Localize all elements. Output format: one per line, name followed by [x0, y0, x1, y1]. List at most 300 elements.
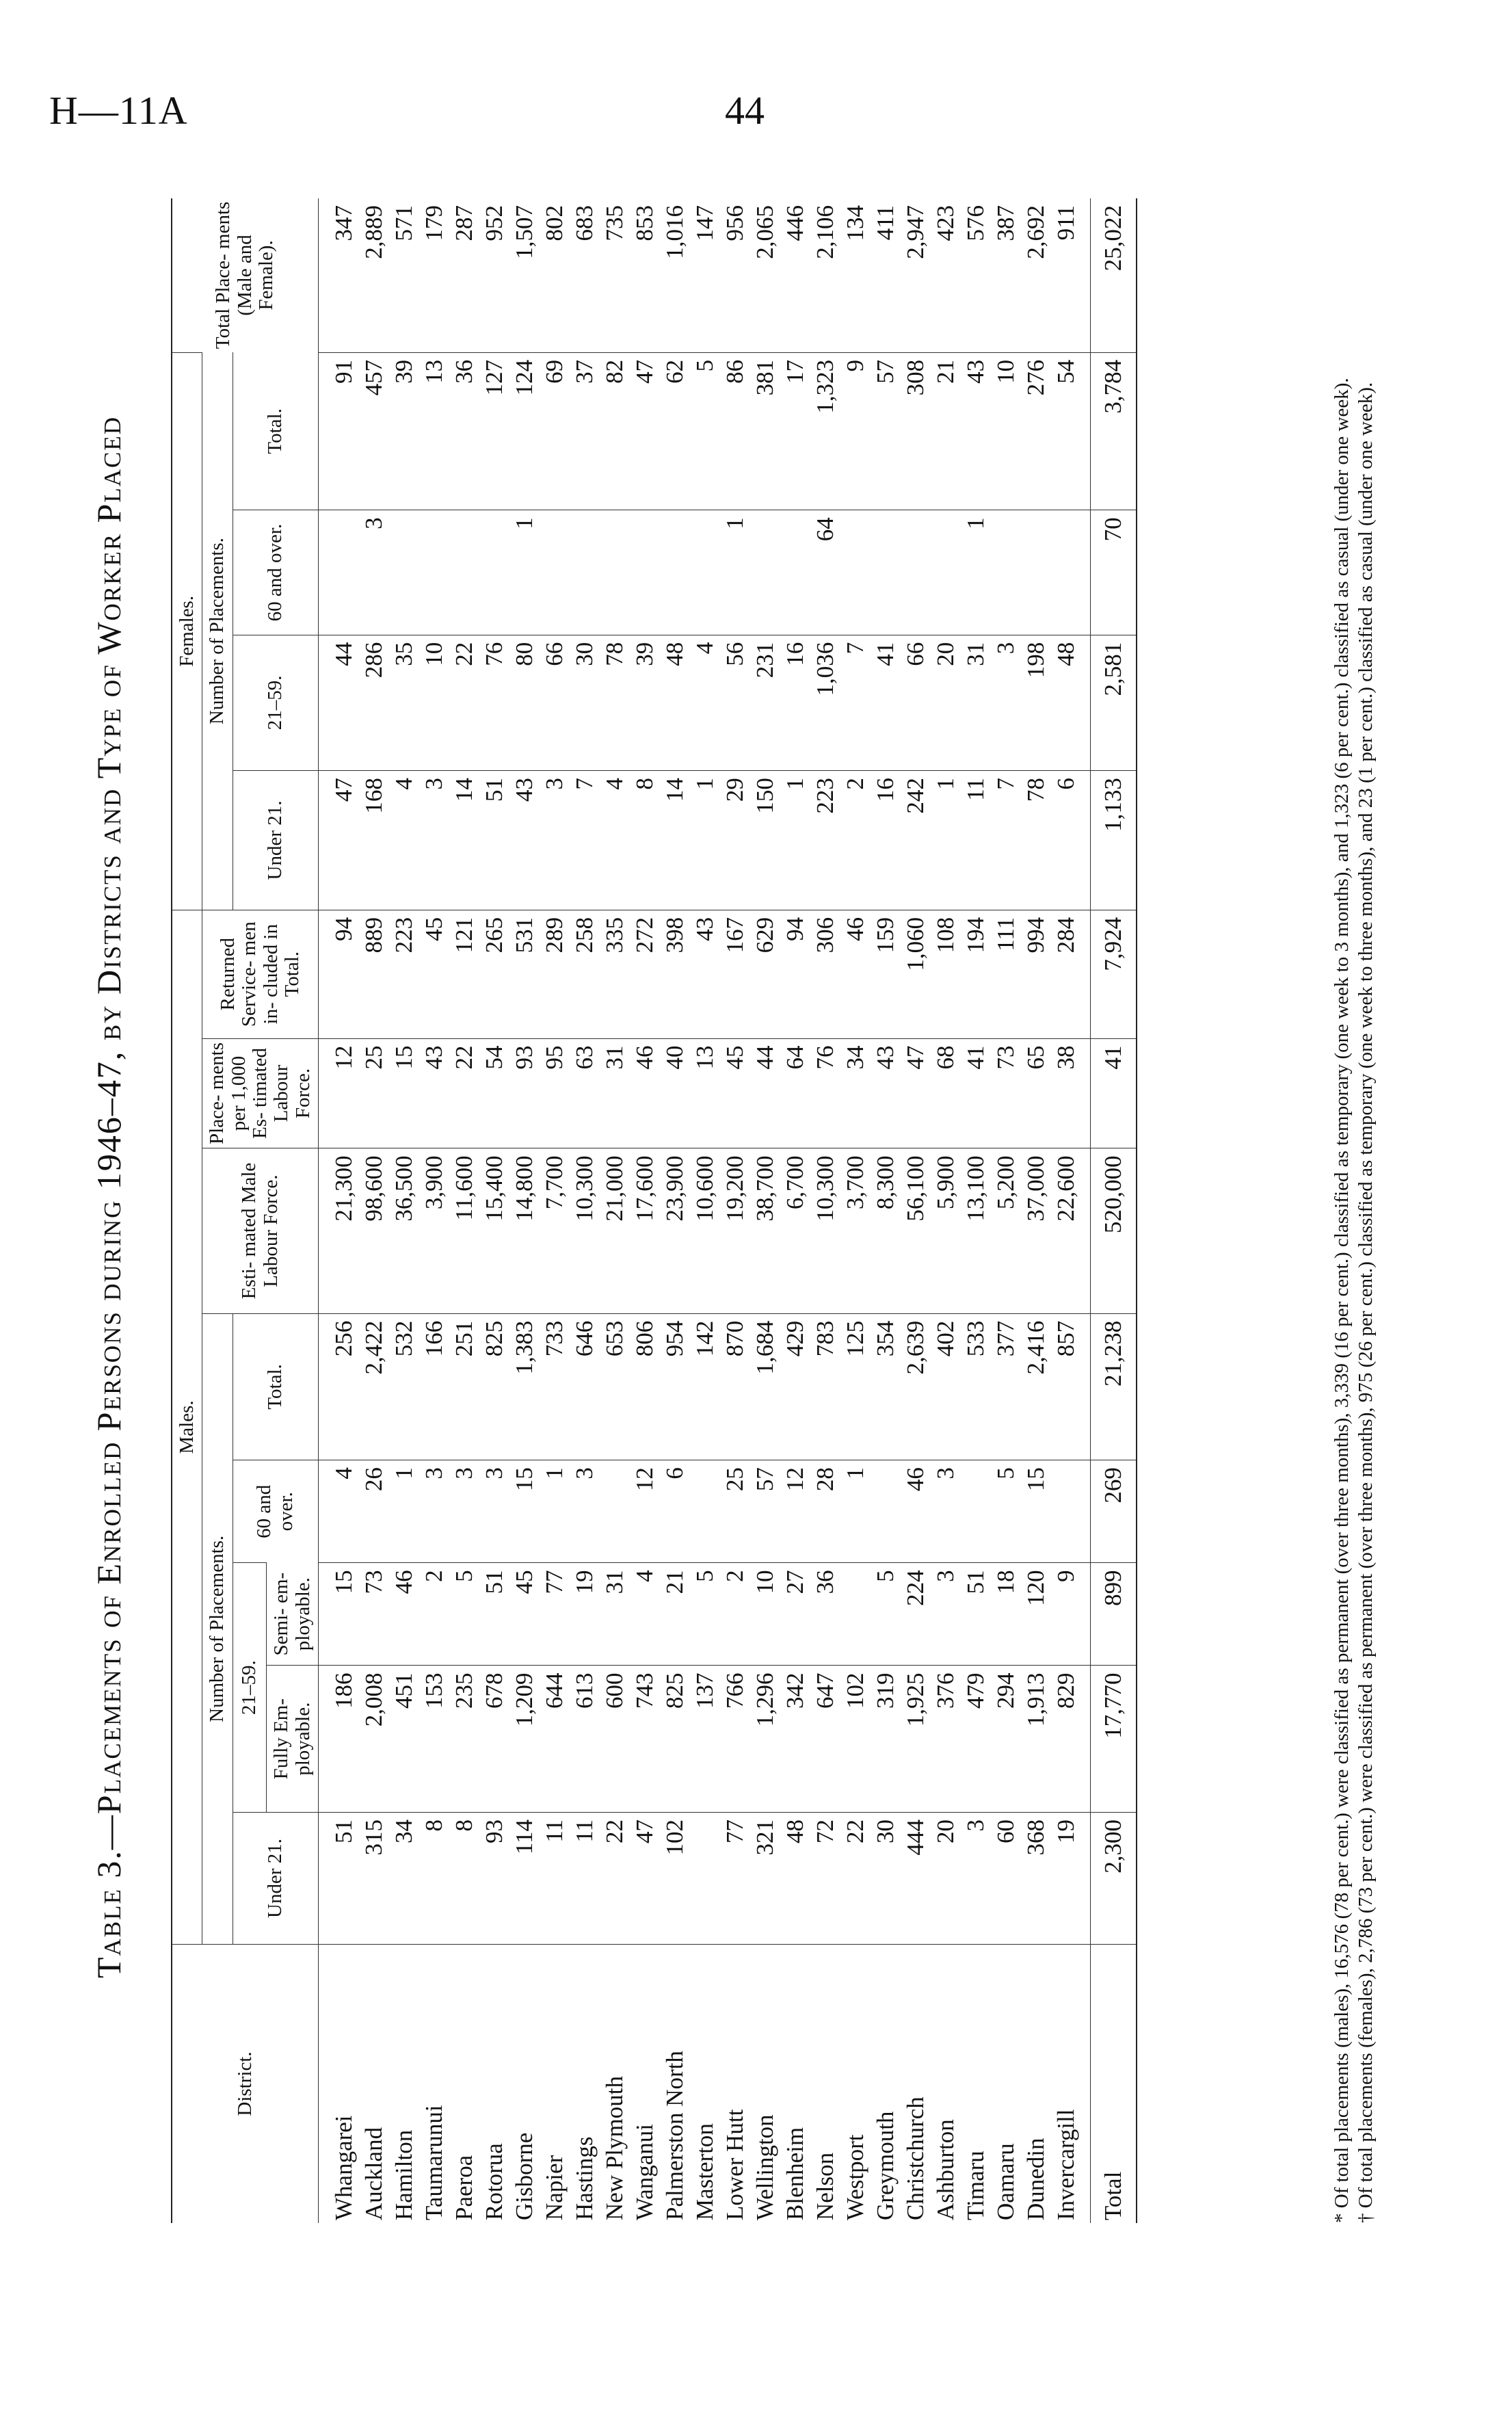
cell-f-60: 64	[810, 510, 840, 635]
cell-f-u21: 47	[318, 771, 359, 910]
cell-m-60	[600, 1460, 630, 1563]
cell-f-total: 457	[359, 352, 389, 510]
header-male-60-over: 60 and over.	[233, 1460, 318, 1563]
cell-grand: 735	[601, 205, 628, 241]
cell-f-u21: 29	[720, 771, 750, 910]
cell-f-total: 9	[840, 352, 871, 510]
cell-f-60	[630, 510, 660, 635]
cell-m-semi: 19	[570, 1563, 600, 1666]
cell-f-total: 381	[750, 352, 780, 510]
page-code: H—11A	[49, 88, 188, 133]
header-males: Males.	[172, 910, 202, 1944]
cell-labour: 56,100	[901, 1148, 931, 1313]
header-females: Females.	[172, 352, 202, 910]
cell-district: Wellington	[750, 1944, 780, 2223]
cell-m-fully: 294	[991, 1666, 1021, 1812]
table-row	[660, 198, 690, 2223]
cell-per1000: 25	[359, 1038, 389, 1148]
cell-f-total: 13	[419, 352, 449, 510]
cell-returned: 398	[660, 910, 690, 1038]
table-row	[840, 198, 871, 2223]
cell-m-fully: 479	[961, 1666, 991, 1812]
cell-per1000: 95	[540, 1038, 570, 1148]
rotated-table-block	[89, 171, 1429, 2223]
cell-labour: 98,600	[359, 1148, 389, 1313]
cell-m-u21: 34	[389, 1812, 419, 1944]
footnotes	[1330, 198, 1378, 2223]
cell-grand: 446	[782, 205, 809, 241]
table-row	[961, 198, 991, 2223]
cell-m-u21: 315	[359, 1812, 389, 1944]
cell-f-60	[540, 510, 570, 635]
cell-returned: 45	[419, 910, 449, 1038]
cell-returned: 94	[780, 910, 810, 1038]
cell-f-2159: 78	[600, 635, 630, 770]
cell-f-2159: 4	[690, 635, 720, 770]
cell-m-total: 1,383	[509, 1313, 540, 1460]
total-m-under21: 2,300	[1090, 1812, 1137, 1944]
cell-district: Wanganui	[630, 1944, 660, 2223]
cell-grand: 2,889	[360, 205, 388, 259]
cell-per1000: 13	[690, 1038, 720, 1148]
cell-per1000: 64	[780, 1038, 810, 1148]
cell-f-2159: 20	[931, 635, 961, 770]
cell-per1000: 43	[871, 1038, 901, 1148]
cell-f-2159: 66	[540, 635, 570, 770]
cell-labour: 38,700	[750, 1148, 780, 1313]
cell-labour: 14,800	[509, 1148, 540, 1313]
cell-labour: 23,900	[660, 1148, 690, 1313]
cell-m-semi: 36	[810, 1563, 840, 1666]
table-row	[1021, 198, 1051, 2223]
cell-f-60	[389, 510, 419, 635]
cell-district: Timaru	[961, 1944, 991, 2223]
cell-returned: 108	[931, 910, 961, 1038]
table-row	[359, 198, 389, 2223]
cell-m-total: 354	[871, 1313, 901, 1460]
cell-per1000: 65	[1021, 1038, 1051, 1148]
cell-labour: 6,700	[780, 1148, 810, 1313]
cell-m-fully: 1,925	[901, 1666, 931, 1812]
cell-m-semi: 4	[630, 1563, 660, 1666]
cell-m-fully: 102	[840, 1666, 871, 1812]
cell-f-total: 54	[1051, 352, 1091, 510]
header-male-total: Total.	[233, 1313, 318, 1460]
cell-m-semi: 10	[750, 1563, 780, 1666]
cell-labour: 8,300	[871, 1148, 901, 1313]
cell-f-60	[991, 510, 1021, 635]
cell-m-fully: 766	[720, 1666, 750, 1812]
cell-grand: 147	[691, 205, 719, 241]
header-female-number-of-placements: Number of Placements.	[202, 352, 233, 910]
cell-m-total: 2,639	[901, 1313, 931, 1460]
cell-labour: 36,500	[389, 1148, 419, 1313]
cell-f-total: 86	[720, 352, 750, 510]
cell-f-total: 37	[570, 352, 600, 510]
cell-f-60	[1051, 510, 1091, 635]
cell-m-semi: 5	[690, 1563, 720, 1666]
table-row	[1051, 198, 1091, 2223]
total-labour: 520,000	[1090, 1148, 1137, 1313]
table-row	[630, 198, 660, 2223]
cell-m-semi: 51	[479, 1563, 509, 1666]
table-row	[479, 198, 509, 2223]
cell-per1000: 47	[901, 1038, 931, 1148]
total-f-21-59: 2,581	[1090, 635, 1137, 770]
cell-m-60: 3	[570, 1460, 600, 1563]
cell-m-fully: 319	[871, 1666, 901, 1812]
table-row	[810, 198, 840, 2223]
cell-f-total: 91	[318, 352, 359, 510]
cell-returned: 223	[389, 910, 419, 1038]
cell-f-u21: 2	[840, 771, 871, 910]
cell-m-total: 806	[630, 1313, 660, 1460]
cell-m-total: 857	[1051, 1313, 1091, 1460]
cell-m-semi: 9	[1051, 1563, 1091, 1666]
cell-m-semi: 27	[780, 1563, 810, 1666]
cell-m-semi: 5	[449, 1563, 479, 1666]
cell-district: Palmerston North	[660, 1944, 690, 2223]
cell-returned: 289	[540, 910, 570, 1038]
cell-m-fully: 743	[630, 1666, 660, 1812]
cell-grand: 179	[421, 205, 448, 241]
cell-per1000: 38	[1051, 1038, 1091, 1148]
cell-m-u21: 51	[318, 1812, 359, 1944]
cell-m-60: 12	[780, 1460, 810, 1563]
cell-m-total: 1,684	[750, 1313, 780, 1460]
cell-m-60	[871, 1460, 901, 1563]
cell-f-u21: 14	[660, 771, 690, 910]
cell-district: Whangarei	[318, 1944, 359, 2223]
cell-f-2159: 41	[871, 635, 901, 770]
table-row	[750, 198, 780, 2223]
cell-district: Hamilton	[389, 1944, 419, 2223]
cell-f-total: 69	[540, 352, 570, 510]
cell-returned: 94	[318, 910, 359, 1038]
cell-grand: 134	[842, 205, 869, 241]
cell-f-60	[479, 510, 509, 635]
cell-labour: 13,100	[961, 1148, 991, 1313]
cell-m-60	[1051, 1460, 1091, 1563]
cell-m-semi: 120	[1021, 1563, 1051, 1666]
header-returned-servicemen: Returned Service- men in- cluded in Total.	[202, 910, 319, 1038]
cell-m-fully: 235	[449, 1666, 479, 1812]
cell-m-fully: 342	[780, 1666, 810, 1812]
cell-returned: 994	[1021, 910, 1051, 1038]
cell-f-2159: 30	[570, 635, 600, 770]
cell-f-total: 276	[1021, 352, 1051, 510]
total-m-fully: 17,770	[1090, 1666, 1137, 1812]
table-row	[991, 198, 1021, 2223]
cell-m-total: 125	[840, 1313, 871, 1460]
cell-per1000: 46	[630, 1038, 660, 1148]
cell-f-u21: 51	[479, 771, 509, 910]
cell-per1000: 22	[449, 1038, 479, 1148]
cell-m-semi: 3	[931, 1563, 961, 1666]
cell-f-total: 5	[690, 352, 720, 510]
cell-grand: 2,692	[1022, 205, 1050, 259]
cell-m-total: 532	[389, 1313, 419, 1460]
cell-m-u21: 48	[780, 1812, 810, 1944]
header-male-number-of-placements: Number of Placements.	[202, 1313, 233, 1944]
cell-labour: 7,700	[540, 1148, 570, 1313]
cell-m-u21: 22	[600, 1812, 630, 1944]
header-total-placements: Total Place- ments (Male and Female).	[172, 198, 318, 352]
cell-m-total: 256	[318, 1313, 359, 1460]
cell-m-60: 25	[720, 1460, 750, 1563]
cell-f-u21: 11	[961, 771, 991, 910]
cell-m-fully: 825	[660, 1666, 690, 1812]
cell-f-total: 36	[449, 352, 479, 510]
cell-labour: 37,000	[1021, 1148, 1051, 1313]
cell-m-60	[690, 1460, 720, 1563]
cell-per1000: 54	[479, 1038, 509, 1148]
cell-m-total: 429	[780, 1313, 810, 1460]
header-per-1000: Place- ments per 1,000 Es- timated Labour Force.	[202, 1038, 319, 1148]
cell-f-total: 124	[509, 352, 540, 510]
cell-m-semi: 77	[540, 1563, 570, 1666]
cell-labour: 19,200	[720, 1148, 750, 1313]
cell-m-u21: 47	[630, 1812, 660, 1944]
cell-m-semi: 2	[419, 1563, 449, 1666]
cell-m-u21: 30	[871, 1812, 901, 1944]
cell-m-total: 533	[961, 1313, 991, 1460]
cell-returned: 194	[961, 910, 991, 1038]
cell-district: Taumarunui	[419, 1944, 449, 2223]
cell-m-total: 733	[540, 1313, 570, 1460]
cell-f-u21: 6	[1051, 771, 1091, 910]
cell-m-60: 3	[449, 1460, 479, 1563]
cell-f-60	[660, 510, 690, 635]
cell-m-fully: 829	[1051, 1666, 1091, 1812]
cell-grand: 853	[631, 205, 659, 241]
cell-m-60: 1	[540, 1460, 570, 1563]
cell-m-u21	[690, 1812, 720, 1944]
header-female-total: Total.	[233, 352, 318, 510]
cell-grand: 911	[1052, 205, 1080, 241]
cell-district: Ashburton	[931, 1944, 961, 2223]
cell-district: Lower Hutt	[720, 1944, 750, 2223]
total-per1000: 41	[1090, 1038, 1137, 1148]
cell-m-total: 2,416	[1021, 1313, 1051, 1460]
cell-labour: 21,300	[318, 1148, 359, 1313]
cell-m-60: 4	[318, 1460, 359, 1563]
cell-f-60	[449, 510, 479, 635]
cell-m-total: 825	[479, 1313, 509, 1460]
cell-grand: 387	[992, 205, 1020, 241]
footnote-females: † Of total placements (females), 2,786 (73 per cent.) were classified as permanent (over three months), 975 (26 per cent.) classified as temporary (one week to three months), and 23 (1 per cent.) classified as casual (under one week).	[1354, 382, 1377, 2223]
header-female-under21: Under 21.	[233, 771, 318, 910]
table-row	[690, 198, 720, 2223]
cell-f-2159: 66	[901, 635, 931, 770]
cell-f-2159: 3	[991, 635, 1021, 770]
cell-f-u21: 8	[630, 771, 660, 910]
total-returned: 7,924	[1090, 910, 1137, 1038]
table-row	[318, 198, 359, 2223]
header-male-under21: Under 21.	[233, 1812, 318, 1944]
cell-per1000: 31	[600, 1038, 630, 1148]
cell-returned: 531	[509, 910, 540, 1038]
cell-grand: 571	[390, 205, 418, 241]
page-number: 44	[725, 88, 765, 133]
cell-m-total: 954	[660, 1313, 690, 1460]
cell-m-fully: 2,008	[359, 1666, 389, 1812]
cell-m-total: 377	[991, 1313, 1021, 1460]
cell-m-u21: 11	[570, 1812, 600, 1944]
total-label: Total	[1090, 1944, 1137, 2223]
cell-f-60	[750, 510, 780, 635]
cell-returned: 1,060	[901, 910, 931, 1038]
cell-labour: 10,600	[690, 1148, 720, 1313]
cell-f-2159: 80	[509, 635, 540, 770]
cell-m-total: 783	[810, 1313, 840, 1460]
cell-m-fully: 678	[479, 1666, 509, 1812]
table-total-row	[1090, 198, 1137, 2223]
cell-grand: 952	[481, 205, 508, 241]
cell-grand: 2,065	[752, 205, 779, 259]
cell-f-total: 127	[479, 352, 509, 510]
cell-district: Westport	[840, 1944, 871, 2223]
cell-m-fully: 647	[810, 1666, 840, 1812]
cell-m-60	[961, 1460, 991, 1563]
cell-f-total: 10	[991, 352, 1021, 510]
total-f-under21: 1,133	[1090, 771, 1137, 910]
cell-returned: 46	[840, 910, 871, 1038]
cell-labour: 22,600	[1051, 1148, 1091, 1313]
cell-per1000: 63	[570, 1038, 600, 1148]
cell-m-total: 653	[600, 1313, 630, 1460]
cell-f-u21: 4	[600, 771, 630, 910]
cell-returned: 284	[1051, 910, 1091, 1038]
cell-m-u21: 72	[810, 1812, 840, 1944]
cell-labour: 10,300	[570, 1148, 600, 1313]
header-male-21-59: 21–59.	[233, 1563, 267, 1813]
cell-f-total: 57	[871, 352, 901, 510]
cell-district: Invercargill	[1051, 1944, 1091, 2223]
cell-grand: 956	[721, 205, 749, 241]
cell-f-u21: 3	[419, 771, 449, 910]
cell-f-60	[931, 510, 961, 635]
cell-m-u21: 60	[991, 1812, 1021, 1944]
cell-m-fully: 186	[318, 1666, 359, 1812]
cell-m-semi: 15	[318, 1563, 359, 1666]
cell-f-u21: 242	[901, 771, 931, 910]
cell-grand: 2,106	[812, 205, 839, 259]
cell-m-fully: 644	[540, 1666, 570, 1812]
cell-labour: 5,200	[991, 1148, 1021, 1313]
table-row	[540, 198, 570, 2223]
cell-f-2159: 48	[1051, 635, 1091, 770]
cell-m-total: 142	[690, 1313, 720, 1460]
cell-district: Gisborne	[509, 1944, 540, 2223]
cell-m-u21: 102	[660, 1812, 690, 1944]
cell-district: Nelson	[810, 1944, 840, 2223]
cell-district: Masterton	[690, 1944, 720, 2223]
cell-m-fully: 137	[690, 1666, 720, 1812]
cell-per1000: 15	[389, 1038, 419, 1148]
cell-f-u21: 168	[359, 771, 389, 910]
cell-m-60: 26	[359, 1460, 389, 1563]
total-grand: 25,022	[1090, 198, 1137, 352]
table-row	[780, 198, 810, 2223]
cell-f-2159: 22	[449, 635, 479, 770]
cell-f-60: 1	[961, 510, 991, 635]
cell-per1000: 73	[991, 1038, 1021, 1148]
cell-m-60: 15	[509, 1460, 540, 1563]
cell-m-fully: 600	[600, 1666, 630, 1812]
cell-f-2159: 35	[389, 635, 419, 770]
cell-returned: 272	[630, 910, 660, 1038]
cell-labour: 3,900	[419, 1148, 449, 1313]
table-row	[720, 198, 750, 2223]
cell-m-u21: 77	[720, 1812, 750, 1944]
cell-f-total: 47	[630, 352, 660, 510]
cell-f-u21: 4	[389, 771, 419, 910]
cell-m-u21: 368	[1021, 1812, 1051, 1944]
cell-district: Blenheim	[780, 1944, 810, 2223]
cell-returned: 111	[991, 910, 1021, 1038]
cell-f-2159: 39	[630, 635, 660, 770]
table-row	[600, 198, 630, 2223]
cell-f-60: 1	[509, 510, 540, 635]
cell-district: Greymouth	[871, 1944, 901, 2223]
cell-m-total: 646	[570, 1313, 600, 1460]
cell-f-total: 82	[600, 352, 630, 510]
cell-m-total: 2,422	[359, 1313, 389, 1460]
cell-m-u21: 8	[419, 1812, 449, 1944]
cell-m-total: 251	[449, 1313, 479, 1460]
cell-f-2159: 286	[359, 635, 389, 770]
cell-m-u21: 8	[449, 1812, 479, 1944]
cell-m-total: 166	[419, 1313, 449, 1460]
cell-m-u21: 19	[1051, 1812, 1091, 1944]
table-row	[871, 198, 901, 2223]
cell-grand: 411	[872, 205, 899, 241]
cell-grand: 287	[451, 205, 478, 241]
cell-f-2159: 231	[750, 635, 780, 770]
cell-f-2159: 198	[1021, 635, 1051, 770]
cell-returned: 265	[479, 910, 509, 1038]
cell-f-2159: 10	[419, 635, 449, 770]
placements-table	[171, 198, 1137, 2223]
cell-district: Auckland	[359, 1944, 389, 2223]
cell-m-fully: 451	[389, 1666, 419, 1812]
cell-returned: 889	[359, 910, 389, 1038]
cell-m-60: 1	[840, 1460, 871, 1563]
cell-per1000: 93	[509, 1038, 540, 1148]
cell-m-60: 28	[810, 1460, 840, 1563]
cell-grand: 1,507	[511, 205, 538, 259]
header-semi-employable: Semi- em- ployable.	[267, 1563, 319, 1666]
cell-grand: 423	[932, 205, 959, 241]
header-female-60-over: 60 and over.	[233, 510, 318, 635]
cell-returned: 258	[570, 910, 600, 1038]
cell-district: New Plymouth	[600, 1944, 630, 2223]
cell-per1000: 76	[810, 1038, 840, 1148]
cell-grand: 576	[962, 205, 990, 241]
cell-f-2159: 76	[479, 635, 509, 770]
cell-m-u21: 321	[750, 1812, 780, 1944]
cell-grand: 802	[541, 205, 568, 241]
cell-f-60	[690, 510, 720, 635]
cell-f-total: 17	[780, 352, 810, 510]
cell-m-total: 402	[931, 1313, 961, 1460]
cell-m-total: 870	[720, 1313, 750, 1460]
cell-m-60: 12	[630, 1460, 660, 1563]
cell-m-60: 1	[389, 1460, 419, 1563]
cell-m-u21: 20	[931, 1812, 961, 1944]
cell-f-2159: 7	[840, 635, 871, 770]
